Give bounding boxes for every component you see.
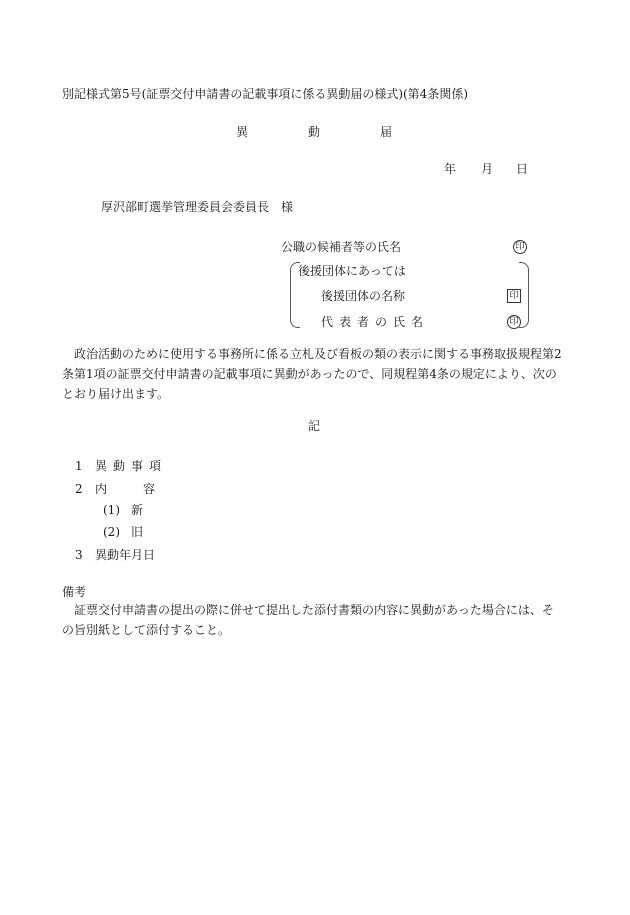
date-month: 月 [481, 162, 494, 176]
sub-item-2-number: (2) [103, 525, 120, 539]
item-3-label: 異動年月日 [95, 548, 156, 562]
item-2-number: 2 [75, 482, 83, 496]
title-char-2: 動 [308, 125, 321, 139]
addressee: 厚沢部町選挙管理委員会委員長 様 [101, 200, 294, 214]
sub-item-1-label: 新 [131, 503, 144, 517]
item-2-label-b: 容 [143, 482, 156, 496]
group-name-label: 後援団体の名称 [321, 289, 406, 303]
remarks-text: 証票交付申請書の提出の際に併せて提出した添付書類の内容に異動があった場合には、その旨別紙として添付すること。 [62, 603, 554, 637]
date-year: 年 [444, 162, 457, 176]
seal-mark: 印 [507, 289, 521, 303]
candidate-name-label: 公職の候補者等の氏名 [281, 240, 402, 254]
date-day: 日 [516, 162, 529, 176]
support-group-label: 後援団体にあっては [298, 264, 406, 278]
sub-item-2-label: 旧 [131, 525, 144, 539]
item-3-number: 3 [75, 548, 83, 562]
item-1-label: 異動事項 [95, 459, 168, 473]
remarks-title: 備考 [62, 585, 87, 599]
sub-item-1-number: (1) [103, 503, 120, 517]
item-2-label-a: 内 [95, 482, 108, 496]
representative-name-label: 代表者の氏名 [321, 315, 430, 329]
ki-heading: 記 [308, 419, 321, 433]
body-paragraph: 政治活動のために使用する事務所に係る立札及び看板の類の表示に関する事務取扱規程第2条第1項の証票交付申請書の記載事項に異動があったので、同規程第4条の規定により、次のとおり届け出ます。 [62, 347, 562, 401]
form-header: 別記様式第5号(証票交付申請書の記載事項に係る異動届の様式)(第4条関係) [62, 87, 468, 101]
seal-mark: 印 [513, 240, 527, 254]
seal-mark: 印 [507, 315, 521, 329]
title-char-3: 届 [380, 125, 393, 139]
item-1-number: 1 [75, 459, 83, 473]
title-char-1: 異 [236, 125, 249, 139]
